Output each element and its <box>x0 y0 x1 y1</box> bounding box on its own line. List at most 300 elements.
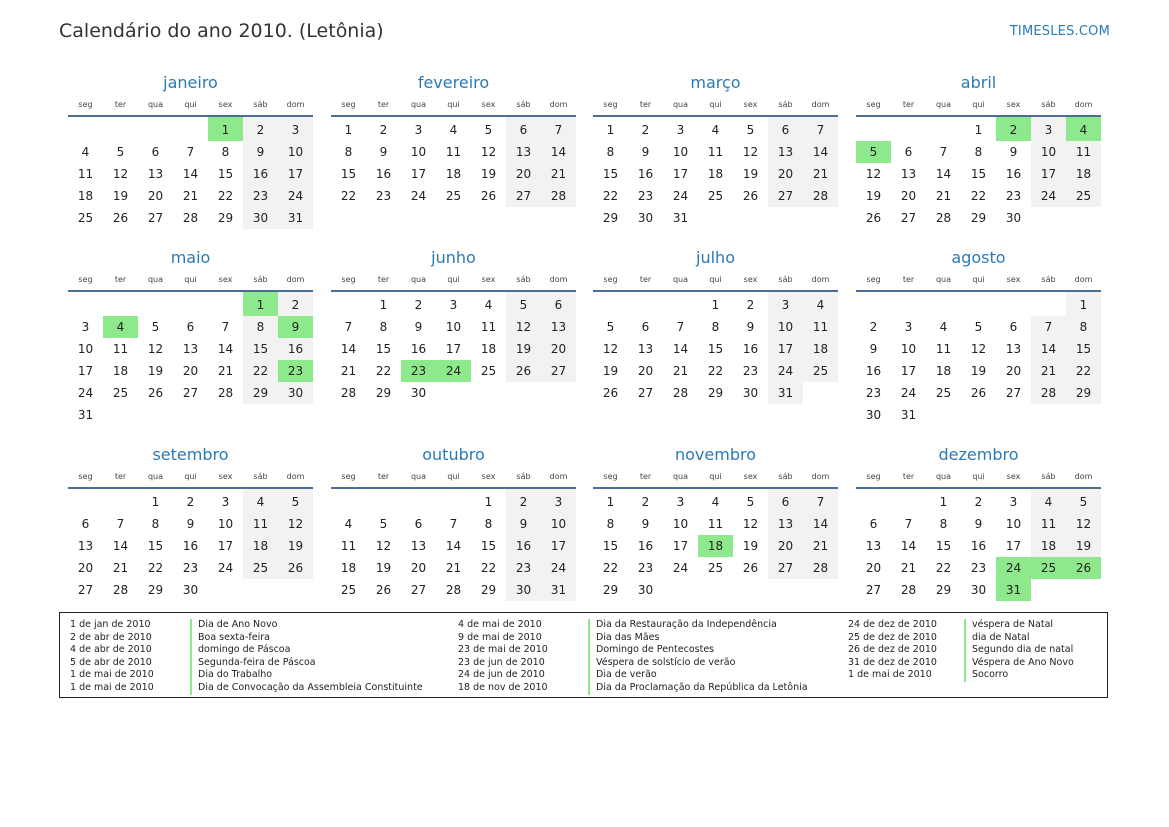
weekday-header: ter <box>366 95 401 116</box>
day-cell: 16 <box>865 364 882 378</box>
legend-date: 26 de dez de 2010 <box>848 644 937 656</box>
empty-cell <box>628 291 663 316</box>
weekday-header: sáb <box>768 270 803 291</box>
weekday-header: ter <box>103 467 138 488</box>
day-cell: 16 <box>506 535 541 557</box>
weekday-header: ter <box>628 95 663 116</box>
day-cell: 6 <box>904 145 913 159</box>
empty-cell <box>401 488 436 513</box>
day-cell: 5 <box>506 291 541 316</box>
empty-cell <box>926 116 961 141</box>
day-cell: 8 <box>344 145 353 159</box>
day-cell: 23 <box>637 189 654 203</box>
day-cell: 22 <box>480 561 497 575</box>
day-cell: 21 <box>112 561 129 575</box>
day-cell: 4 <box>711 123 720 137</box>
day-cell: 23 <box>243 185 278 207</box>
day-cell: 20 <box>637 364 654 378</box>
day-cell: 2 <box>506 488 541 513</box>
legend-date: 1 de mai de 2010 <box>70 682 154 693</box>
day-cell: 26 <box>278 557 313 579</box>
day-cell: 5 <box>1066 488 1101 513</box>
day-cell: 6 <box>186 320 195 334</box>
day-cell: 9 <box>974 517 983 531</box>
day-cell: 21 <box>900 561 917 575</box>
day-cell: 29 <box>243 382 278 404</box>
day-cell: 3 <box>768 291 803 316</box>
day-cell: 17 <box>541 535 576 557</box>
empty-cell <box>768 579 803 601</box>
day-cell: 1 <box>344 123 353 137</box>
day-cell: 13 <box>865 539 882 553</box>
day-cell: 26 <box>742 561 759 575</box>
day-cell: 14 <box>445 539 462 553</box>
day-cell: 16 <box>637 539 654 553</box>
day-cell: 17 <box>768 338 803 360</box>
month-maio <box>68 248 313 426</box>
day-cell: 6 <box>768 488 803 513</box>
empty-cell <box>506 382 541 404</box>
day-cell: 21 <box>1031 360 1066 382</box>
weekday-header: qua <box>663 270 698 291</box>
day-cell: 21 <box>803 163 838 185</box>
day-cell: 17 <box>900 364 917 378</box>
empty-cell <box>803 207 838 229</box>
day-cell: 14 <box>541 141 576 163</box>
weekday-header: seg <box>593 270 628 291</box>
day-cell: 3 <box>81 320 90 334</box>
day-cell: 28 <box>803 557 838 579</box>
day-cell: 15 <box>480 539 497 553</box>
weekday-header: dom <box>803 467 838 488</box>
day-cell: 16 <box>1005 167 1022 181</box>
day-cell: 18 <box>243 535 278 557</box>
legend-date: 5 de abr de 2010 <box>70 656 152 668</box>
day-cell: 19 <box>375 561 392 575</box>
day-cell: 29 <box>707 386 724 400</box>
holiday-day-cell: 4 <box>103 316 138 338</box>
day-cell: 19 <box>147 364 164 378</box>
day-cell: 12 <box>970 342 987 356</box>
day-cell: 20 <box>541 338 576 360</box>
day-cell: 19 <box>970 364 987 378</box>
day-cell: 8 <box>221 145 230 159</box>
day-cell: 29 <box>970 211 987 225</box>
day-cell: 12 <box>742 517 759 531</box>
day-cell: 4 <box>803 291 838 316</box>
day-cell: 2 <box>186 495 195 509</box>
day-cell: 7 <box>904 517 913 531</box>
day-cell: 12 <box>112 167 129 181</box>
empty-cell <box>208 404 243 426</box>
month-table <box>68 270 313 426</box>
weekday-header: dom <box>541 270 576 291</box>
weekday-header: qui <box>961 270 996 291</box>
empty-cell <box>996 404 1031 426</box>
legend-holiday-name: Boa sexta-feira <box>190 632 270 645</box>
day-cell: 1 <box>606 495 615 509</box>
day-cell: 15 <box>243 338 278 360</box>
weekday-header: qua <box>138 467 173 488</box>
day-cell: 27 <box>77 583 94 597</box>
legend-holiday-name: Segundo dia de natal <box>964 644 1073 657</box>
day-cell: 29 <box>217 211 234 225</box>
weekday-header: seg <box>331 95 366 116</box>
empty-cell <box>1066 207 1101 229</box>
empty-cell <box>1031 207 1066 229</box>
month-janeiro <box>68 73 313 229</box>
day-cell: 1 <box>606 123 615 137</box>
day-cell: 11 <box>445 145 462 159</box>
empty-cell <box>733 207 768 229</box>
empty-cell <box>856 291 891 316</box>
day-cell: 8 <box>974 145 983 159</box>
day-cell: 26 <box>742 189 759 203</box>
day-cell: 31 <box>900 408 917 422</box>
day-cell: 11 <box>935 342 952 356</box>
day-cell: 18 <box>445 167 462 181</box>
day-cell: 5 <box>278 488 313 513</box>
holiday-day-cell: 2 <box>996 116 1031 141</box>
weekday-header: seg <box>856 467 891 488</box>
day-cell: 12 <box>742 145 759 159</box>
day-cell: 27 <box>865 583 882 597</box>
day-cell: 6 <box>869 517 878 531</box>
month-outubro <box>331 445 576 601</box>
weekday-header: ter <box>891 95 926 116</box>
holiday-day-cell: 18 <box>698 535 733 557</box>
day-cell: 22 <box>707 364 724 378</box>
empty-cell <box>68 116 103 141</box>
weekday-header: sex <box>733 270 768 291</box>
day-cell: 23 <box>182 561 199 575</box>
day-cell: 6 <box>151 145 160 159</box>
day-cell: 3 <box>676 123 685 137</box>
empty-cell <box>173 116 208 141</box>
weekday-header: sáb <box>1031 467 1066 488</box>
day-cell: 17 <box>1031 163 1066 185</box>
day-cell: 26 <box>506 360 541 382</box>
day-cell: 6 <box>414 517 423 531</box>
day-cell: 28 <box>182 211 199 225</box>
month-table <box>68 95 313 229</box>
day-cell: 14 <box>1031 338 1066 360</box>
empty-cell <box>208 579 243 601</box>
day-cell: 10 <box>900 342 917 356</box>
day-cell: 21 <box>340 364 357 378</box>
day-cell: 21 <box>541 163 576 185</box>
weekday-header: qui <box>436 467 471 488</box>
day-cell: 10 <box>672 145 689 159</box>
day-cell: 12 <box>1066 513 1101 535</box>
day-cell: 2 <box>974 495 983 509</box>
day-cell: 13 <box>541 316 576 338</box>
day-cell: 7 <box>449 517 458 531</box>
legend-holiday-name: Véspera de Ano Novo <box>964 657 1074 670</box>
day-cell: 11 <box>480 320 497 334</box>
day-cell: 19 <box>865 189 882 203</box>
weekday-header: sáb <box>768 95 803 116</box>
month-name: fevereiro <box>417 73 490 92</box>
day-cell: 25 <box>243 557 278 579</box>
day-cell: 12 <box>375 539 392 553</box>
page-title: Calendário do ano 2010. (Letônia) <box>59 20 384 42</box>
day-cell: 18 <box>935 364 952 378</box>
legend-date: 25 de dez de 2010 <box>848 631 937 643</box>
day-cell: 11 <box>112 342 129 356</box>
day-cell: 20 <box>182 364 199 378</box>
legend-date: 31 de dez de 2010 <box>848 656 937 668</box>
day-cell: 22 <box>217 189 234 203</box>
day-cell: 9 <box>641 145 650 159</box>
day-cell: 28 <box>541 185 576 207</box>
empty-cell <box>436 488 471 513</box>
empty-cell <box>593 291 628 316</box>
empty-cell <box>698 579 733 601</box>
day-cell: 22 <box>243 360 278 382</box>
day-cell: 23 <box>506 557 541 579</box>
weekday-header: sex <box>208 270 243 291</box>
month-novembro <box>593 445 838 601</box>
day-cell: 24 <box>1031 185 1066 207</box>
day-cell: 12 <box>147 342 164 356</box>
day-cell: 19 <box>742 539 759 553</box>
day-cell: 29 <box>935 583 952 597</box>
day-cell: 18 <box>112 364 129 378</box>
day-cell: 17 <box>672 167 689 181</box>
day-cell: 21 <box>935 189 952 203</box>
day-cell: 21 <box>217 364 234 378</box>
site-link[interactable]: TIMESLES.COM <box>1009 24 1110 39</box>
day-cell: 29 <box>1066 382 1101 404</box>
weekday-header: qui <box>173 95 208 116</box>
day-cell: 22 <box>1066 360 1101 382</box>
day-cell: 16 <box>375 167 392 181</box>
holiday-day-cell: 5 <box>856 141 891 163</box>
weekday-header: ter <box>628 467 663 488</box>
weekday-header: seg <box>68 95 103 116</box>
empty-cell <box>663 291 698 316</box>
empty-cell <box>278 579 313 601</box>
day-cell: 9 <box>641 517 650 531</box>
day-cell: 8 <box>606 145 615 159</box>
day-cell: 31 <box>768 382 803 404</box>
day-cell: 23 <box>970 561 987 575</box>
day-cell: 27 <box>768 185 803 207</box>
weekday-header: sex <box>996 95 1031 116</box>
day-cell: 3 <box>414 123 423 137</box>
day-cell: 26 <box>480 189 497 203</box>
day-cell: 20 <box>410 561 427 575</box>
month-junho <box>331 248 576 404</box>
weekday-header: qua <box>401 270 436 291</box>
empty-cell <box>541 382 576 404</box>
empty-cell <box>663 579 698 601</box>
day-cell: 18 <box>77 189 94 203</box>
day-cell: 23 <box>637 561 654 575</box>
day-cell: 6 <box>541 291 576 316</box>
day-cell: 27 <box>637 386 654 400</box>
weekday-header: dom <box>541 467 576 488</box>
day-cell: 7 <box>803 116 838 141</box>
day-cell: 16 <box>742 342 759 356</box>
day-cell: 13 <box>900 167 917 181</box>
day-cell: 12 <box>480 145 497 159</box>
month-name: março <box>690 73 741 92</box>
day-cell: 12 <box>865 167 882 181</box>
day-cell: 4 <box>1031 488 1066 513</box>
empty-cell <box>471 382 506 404</box>
empty-cell <box>173 291 208 316</box>
legend-holiday-name: Dia de verão <box>588 669 657 682</box>
day-cell: 1 <box>484 495 493 509</box>
day-cell: 5 <box>746 495 755 509</box>
legend-date: 2 de abr de 2010 <box>70 631 152 643</box>
day-cell: 11 <box>243 513 278 535</box>
day-cell: 25 <box>707 561 724 575</box>
day-cell: 11 <box>1066 141 1101 163</box>
day-cell: 30 <box>865 408 882 422</box>
day-cell: 17 <box>410 167 427 181</box>
day-cell: 1 <box>974 123 983 137</box>
empty-cell <box>856 488 891 513</box>
day-cell: 2 <box>278 291 313 316</box>
day-cell: 29 <box>602 211 619 225</box>
empty-cell <box>103 291 138 316</box>
day-cell: 25 <box>77 211 94 225</box>
empty-cell <box>856 116 891 141</box>
empty-cell <box>733 579 768 601</box>
day-cell: 5 <box>974 320 983 334</box>
weekday-header: qui <box>173 467 208 488</box>
day-cell: 4 <box>449 123 458 137</box>
weekday-header: qua <box>401 95 436 116</box>
day-cell: 20 <box>506 163 541 185</box>
holiday-day-cell: 26 <box>1066 557 1101 579</box>
day-cell: 10 <box>768 316 803 338</box>
day-cell: 31 <box>541 579 576 601</box>
day-cell: 22 <box>602 561 619 575</box>
day-cell: 2 <box>379 123 388 137</box>
weekday-header: sáb <box>768 467 803 488</box>
day-cell: 23 <box>742 364 759 378</box>
month-name: novembro <box>675 445 756 464</box>
day-cell: 18 <box>803 338 838 360</box>
day-cell: 10 <box>410 145 427 159</box>
day-cell: 7 <box>541 116 576 141</box>
month-name: setembro <box>152 445 229 464</box>
day-cell: 6 <box>81 517 90 531</box>
day-cell: 24 <box>77 386 94 400</box>
day-cell: 30 <box>970 583 987 597</box>
day-cell: 13 <box>410 539 427 553</box>
day-cell: 10 <box>541 513 576 535</box>
weekday-header: sáb <box>506 270 541 291</box>
month-name: julho <box>696 248 735 267</box>
weekday-header: sex <box>471 467 506 488</box>
day-cell: 17 <box>1005 539 1022 553</box>
weekday-header: ter <box>103 95 138 116</box>
empty-cell <box>331 488 366 513</box>
day-cell: 25 <box>112 386 129 400</box>
day-cell: 16 <box>970 539 987 553</box>
month-abril <box>856 73 1101 229</box>
weekday-header: sex <box>733 467 768 488</box>
day-cell: 31 <box>278 207 313 229</box>
weekday-header: sex <box>208 467 243 488</box>
weekday-header: qui <box>961 95 996 116</box>
day-cell: 9 <box>746 320 755 334</box>
month-table <box>593 467 838 601</box>
legend-holiday-name: Dia de Ano Novo <box>190 619 277 632</box>
day-cell: 27 <box>410 583 427 597</box>
day-cell: 24 <box>672 561 689 575</box>
day-cell: 8 <box>243 316 278 338</box>
day-cell: 16 <box>278 338 313 360</box>
month-table <box>593 270 838 404</box>
month-dezembro <box>856 445 1101 601</box>
day-cell: 27 <box>506 185 541 207</box>
holiday-day-cell: 9 <box>278 316 313 338</box>
legend-holiday-name: Dia da Proclamação da República da Letônia <box>588 682 808 695</box>
month-table <box>331 270 576 404</box>
day-cell: 22 <box>147 561 164 575</box>
day-cell: 6 <box>768 116 803 141</box>
day-cell: 14 <box>803 513 838 535</box>
day-cell: 30 <box>243 207 278 229</box>
day-cell: 1 <box>379 298 388 312</box>
month-table <box>593 95 838 229</box>
day-cell: 8 <box>939 517 948 531</box>
empty-cell <box>996 291 1031 316</box>
day-cell: 1 <box>939 495 948 509</box>
day-cell: 31 <box>672 211 689 225</box>
day-cell: 12 <box>278 513 313 535</box>
weekday-header: sáb <box>243 270 278 291</box>
day-cell: 28 <box>340 386 357 400</box>
day-cell: 30 <box>637 583 654 597</box>
weekday-header: seg <box>68 467 103 488</box>
holiday-day-cell: 23 <box>401 360 436 382</box>
weekday-header: qui <box>436 270 471 291</box>
day-cell: 5 <box>606 320 615 334</box>
day-cell: 24 <box>768 360 803 382</box>
legend-date: 24 de jun de 2010 <box>458 669 545 681</box>
day-cell: 15 <box>340 167 357 181</box>
day-cell: 3 <box>904 320 913 334</box>
day-cell: 26 <box>970 386 987 400</box>
weekday-header: qui <box>436 95 471 116</box>
empty-cell <box>103 404 138 426</box>
day-cell: 10 <box>77 342 94 356</box>
day-cell: 24 <box>278 185 313 207</box>
weekday-header: dom <box>1066 95 1101 116</box>
day-cell: 27 <box>147 211 164 225</box>
legend-holiday-name: véspera de Natal <box>964 619 1053 632</box>
empty-cell <box>961 404 996 426</box>
day-cell: 23 <box>1005 189 1022 203</box>
weekday-header: qua <box>926 467 961 488</box>
day-cell: 20 <box>147 189 164 203</box>
day-cell: 15 <box>1066 338 1101 360</box>
day-cell: 9 <box>379 145 388 159</box>
day-cell: 16 <box>182 539 199 553</box>
empty-cell <box>68 291 103 316</box>
legend-date: 4 de abr de 2010 <box>70 644 152 656</box>
day-cell: 3 <box>1009 495 1018 509</box>
day-cell: 7 <box>186 145 195 159</box>
month-table <box>331 467 576 601</box>
